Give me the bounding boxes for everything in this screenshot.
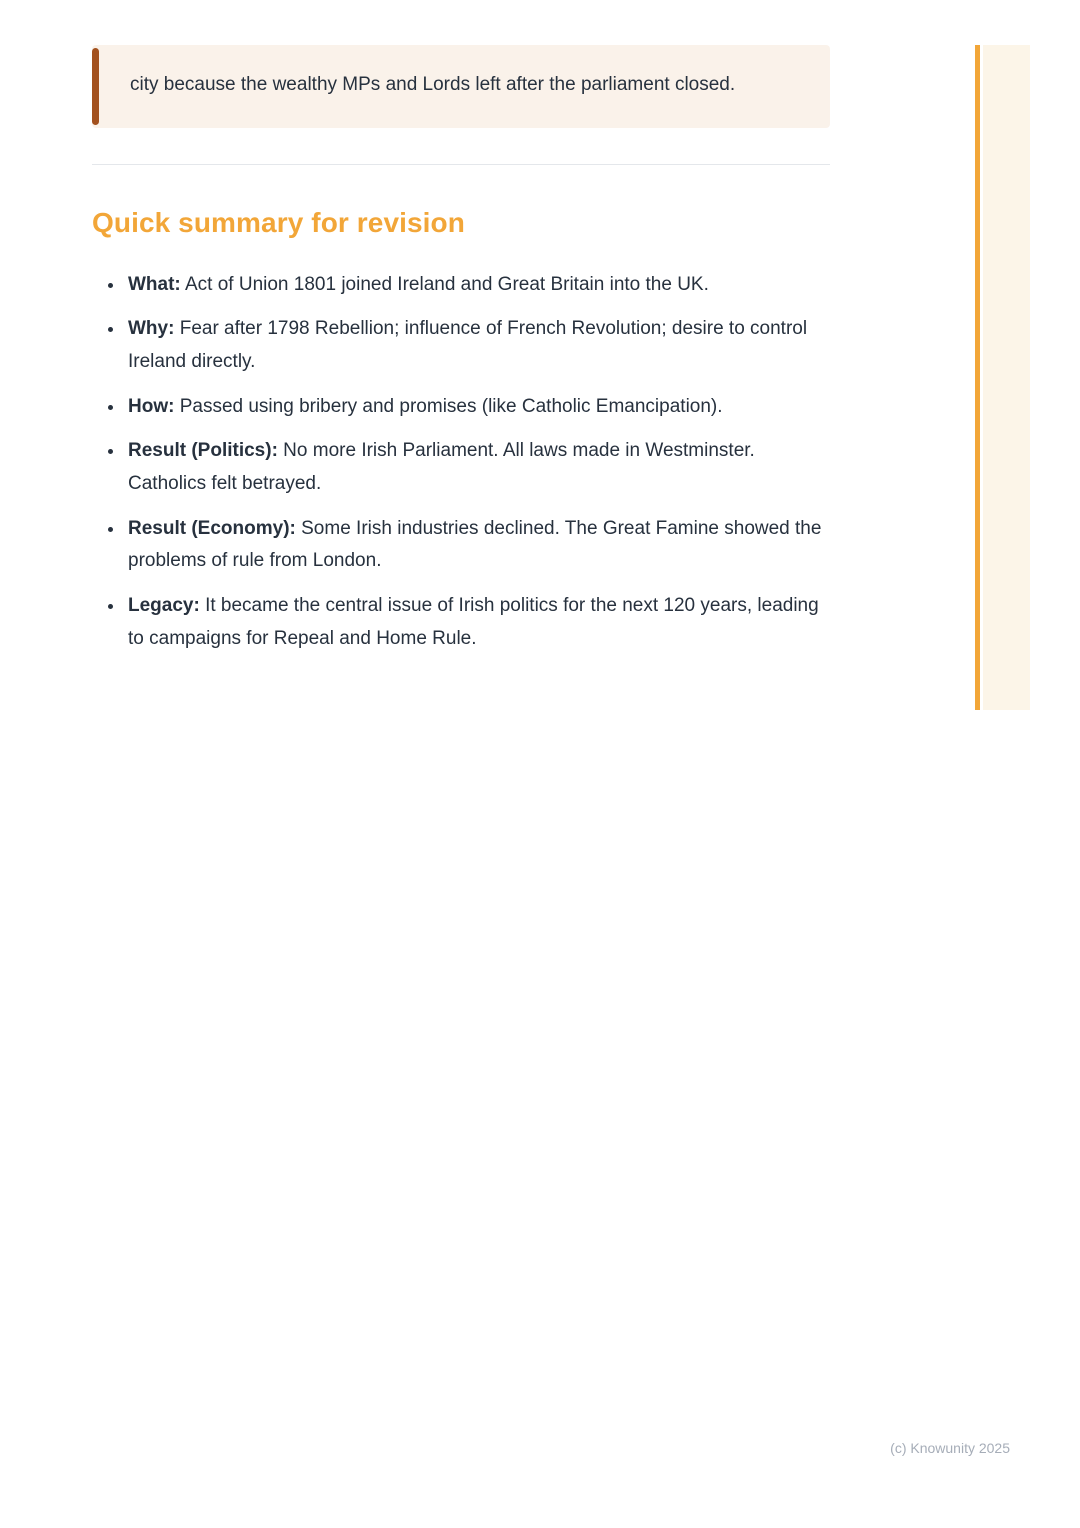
bullet-lead: How: xyxy=(128,395,175,417)
section-heading: Quick summary for revision xyxy=(92,206,465,238)
page-content xyxy=(92,45,830,667)
page-edge-panel xyxy=(983,45,1030,710)
bullet-text: Act of Union 1801 joined Ireland and Great Britain into the UK. xyxy=(180,273,709,295)
list-item xyxy=(124,435,830,500)
bullet-lead: What: xyxy=(128,273,181,295)
bullet-lead: Result (Politics): xyxy=(128,440,278,462)
bullet-lead: Legacy: xyxy=(128,595,200,617)
list-item xyxy=(124,590,830,655)
page-edge-stripe xyxy=(975,45,980,710)
list-item xyxy=(124,313,830,378)
list-item xyxy=(124,513,830,578)
list-item xyxy=(124,391,830,424)
bullet-lead: Why: xyxy=(128,318,175,340)
callout-accent-bar xyxy=(92,48,99,125)
bullet-text: It became the central issue of Irish politics for the next 120 years, leading to campaigns for Repeal and Home Rule. xyxy=(128,595,819,649)
summary-list xyxy=(92,269,830,656)
bullet-text: Fear after 1798 Rebellion; influence of French Revolution; desire to control Ireland directly. xyxy=(128,318,808,373)
section-divider xyxy=(92,164,830,165)
bullet-lead: Result (Economy): xyxy=(128,517,296,539)
callout-text: city because the wealthy MPs and Lords left after the parliament closed. xyxy=(130,74,736,95)
bullet-text: No more Irish Parliament. All laws made in Westminster. Catholics felt betrayed. xyxy=(128,440,755,495)
copyright-text: (c) Knowunity 2025 xyxy=(890,1440,1010,1456)
quote-callout xyxy=(92,45,830,128)
bullet-text: Some Irish industries declined. The Great Famine showed the problems of rule from London. xyxy=(128,517,822,572)
bullet-text: Passed using bribery and promises (like Catholic Emancipation). xyxy=(174,395,723,417)
list-item xyxy=(124,269,830,302)
